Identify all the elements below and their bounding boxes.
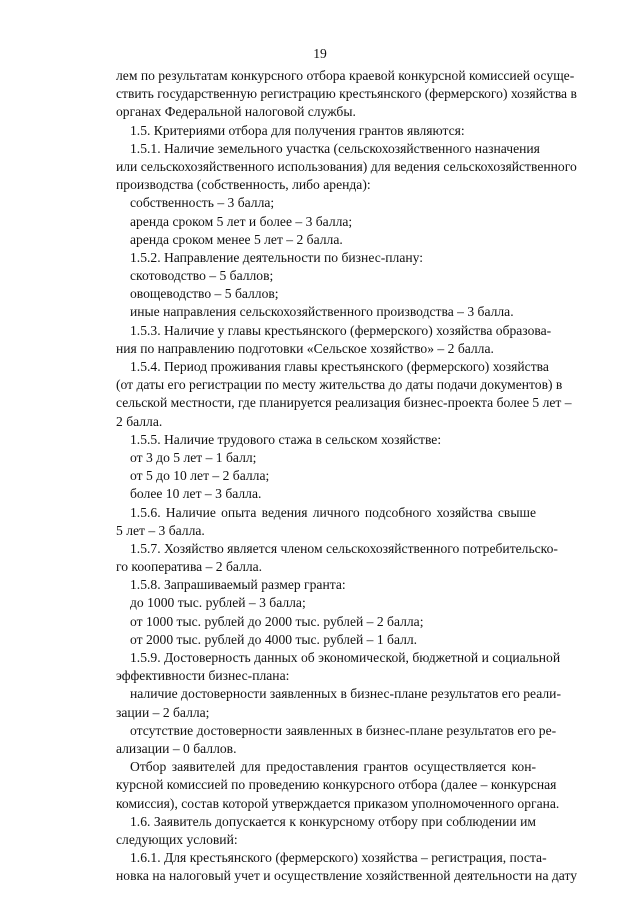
text-line: лем по результатам конкурсного отбора краевой конкурсной комиссией осуще-	[116, 68, 575, 83]
text-line: 1.5.6. Наличие опыта ведения личного подсобного хозяйства свыше	[130, 504, 536, 520]
text-line: от 3 до 5 лет – 1 балл;	[130, 449, 257, 465]
text-line: овощеводство – 5 баллов;	[130, 286, 279, 302]
text-line: 1.5.1. Наличие земельного участка (сельскохозяйственного назначения	[130, 140, 540, 156]
text-line: или сельскохозяйственного использования) для ведения сельскохозяйственного	[116, 158, 577, 174]
text-line: 1.5.7. Хозяйство является членом сельскохозяйственного потребительско-	[130, 540, 558, 556]
text-line: Отбор заявителей для предоставления грантов осуществляется кон-	[130, 759, 536, 775]
text-line: сельской местности, где планируется реализация бизнес-проекта более 5 лет –	[116, 395, 572, 411]
text-line: 1.5.2. Направление деятельности по бизнес-плану:	[130, 249, 424, 265]
text-line: 1.6. Заявитель допускается к конкурсному отбору при соблюдении им	[130, 813, 536, 829]
text-line: собственность – 3 балла;	[130, 195, 275, 211]
text-line: наличие достоверности заявленных в бизнес-плане результатов его реали-	[130, 686, 561, 702]
text-line: аренда сроком 5 лет и более – 3 балла;	[130, 213, 353, 229]
text-line: следующих условий:	[116, 831, 238, 847]
text-line: от 5 до 10 лет – 2 балла;	[130, 468, 270, 484]
text-line: комиссия), состав которой утверждается приказом уполномоченного органа.	[116, 795, 560, 811]
text-line: 5 лет – 3 балла.	[116, 522, 205, 538]
text-line: ствить государственную регистрацию крестьянского (фермерского) хозяйства в	[116, 86, 577, 102]
text-line: аренда сроком менее 5 лет – 2 балла.	[130, 231, 343, 247]
document-body	[116, 67, 578, 885]
text-line: новка на налоговый учет и осуществление хозяйственной деятельности на дату	[116, 868, 578, 884]
text-line: скотоводство – 5 баллов;	[130, 268, 274, 284]
text-line: отсутствие достоверности заявленных в бизнес-плане результатов его ре-	[130, 722, 557, 738]
text-line: эффективности бизнес-плана:	[116, 668, 290, 684]
text-line: 1.5.4. Период проживания главы крестьянского (фермерского) хозяйства	[130, 359, 549, 374]
text-line: зации – 2 балла;	[116, 704, 210, 720]
text-line: 1.5. Критериями отбора для получения грантов являются:	[130, 122, 465, 138]
text-line: более 10 лет – 3 балла.	[130, 486, 262, 502]
text-line: ния по направлению подготовки «Сельское хозяйство» – 2 балла.	[116, 340, 494, 356]
text-line: ализации – 0 баллов.	[116, 740, 237, 756]
page-number: 19	[313, 46, 327, 61]
text-line: иные направления сельскохозяйственного производства – 3 балла.	[130, 304, 514, 320]
text-line: от 2000 тыс. рублей до 4000 тыс. рублей – 1 балл.	[130, 631, 418, 647]
text-line: 1.5.3. Наличие у главы крестьянского (фермерского) хозяйства образова-	[130, 322, 552, 338]
text-line: от 1000 тыс. рублей до 2000 тыс. рублей – 2 балла;	[130, 613, 424, 629]
text-line: 1.6.1. Для крестьянского (фермерского) хозяйства – регистрация, поста-	[130, 850, 547, 866]
text-line: 2 балла.	[116, 413, 163, 429]
text-line: 1.5.5. Наличие трудового стажа в сельском хозяйстве:	[130, 431, 442, 447]
text-line: 1.5.9. Достоверность данных об экономической, бюджетной и социальной	[130, 650, 561, 665]
text-line: 1.5.8. Запрашиваемый размер гранта:	[130, 577, 346, 593]
text-line: производства (собственность, либо аренда):	[116, 177, 371, 193]
text-line: го кооператива – 2 балла.	[116, 559, 263, 575]
text-line: (от даты его регистрации по месту жительства до даты подачи документов) в	[116, 377, 563, 393]
text-line: до 1000 тыс. рублей – 3 балла;	[130, 595, 306, 611]
text-line: органах Федеральной налоговой службы.	[116, 104, 356, 120]
text-line: курсной комиссией по проведению конкурсного отбора (далее – конкурсная	[116, 777, 557, 793]
